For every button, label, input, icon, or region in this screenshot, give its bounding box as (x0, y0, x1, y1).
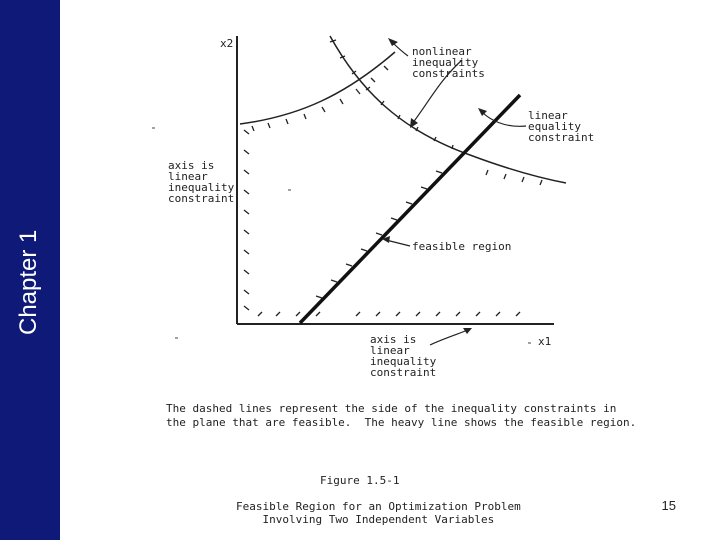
chapter-title: Chapter 1 (15, 229, 42, 335)
feasible-region-label: feasible region (412, 240, 512, 253)
figure-caption: The dashed lines represent the side of the inequality constraints in the plane that are feasible. The heavy line shows the feasible region. (166, 402, 637, 429)
x-axis-constraint-label: axis is linear inequality constraint (370, 333, 437, 379)
figure-title: Figure 1.5-1 (320, 474, 400, 487)
nonlinear-constraint-lower (240, 52, 395, 124)
feasible-line-hatches (316, 171, 442, 298)
x1-axis-label: x1 (538, 335, 552, 348)
y-axis-constraint-label: axis is linear inequality constraint (168, 159, 235, 205)
nonlinear-lower-hatches (252, 66, 388, 131)
nonlinear-constraints-label: nonlinear inequality constraints (412, 45, 485, 80)
linear-equality-pointer (482, 112, 526, 126)
feasible-region-pointer (386, 240, 410, 246)
x1-axis-hatches (258, 312, 520, 316)
nonlinear-pointer-top-arrowhead (388, 38, 398, 46)
linear-equality-label: linear equality constraint (528, 109, 595, 144)
page-number: 15 (661, 498, 676, 513)
figure-subtitle: Feasible Region for an Optimization Problem Involving Two Independent Variables (236, 500, 521, 526)
feasible-region-line (300, 95, 520, 323)
x2-axis-hatches (244, 130, 249, 310)
x2-axis-label: x2 (220, 37, 234, 50)
nonlinear-pointer-arrowhead (410, 118, 418, 128)
